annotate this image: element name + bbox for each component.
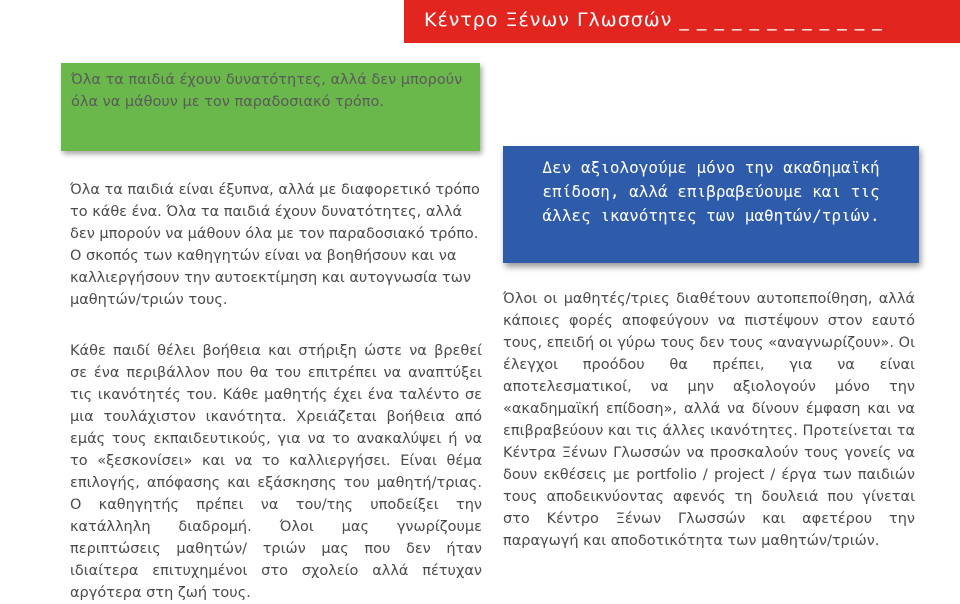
paragraph-intro: Όλα τα παιδιά είναι έξυπνα, αλλά με διαφορετικό τρόπο το κάθε ένα. Όλα τα παιδιά έχουν δυνατότητες, αλλά δεν μπορούν να μάθουν όλα με τον παραδοσιακό τρόπο. Ο σκοπός των καθηγητών είναι να βοηθήσουν και να καλλιεργήσουν την αυτοεκτίμηση και αυτογνωσία των μαθητών/τριών τους. <box>70 182 480 308</box>
blue-callout: Δεν αξιολογούμε μόνο την ακαδημαϊκή επίδοση, αλλά επιβραβεύουμε και τις άλλες ικανότητες των μαθητών/τριών. <box>503 146 919 263</box>
paragraph-assessment: Όλοι οι μαθητές/τριες διαθέτουν αυτοπεποίθηση, αλλά κάποιες φορές αποφεύγουν να πιστέψουν στον εαυτό τους, επειδή οι γύρω τους δεν τους «αναγνωρίζουν». Οι έλεγχοι προόδου θα πρέπει, για να είναι αποτελεσματικοί, να μην αξιολογούν μόνο την «ακαδημαϊκή επίδοση», αλλά να δίνουν έμφαση και να επιβραβεύουν και τις άλλες ικανότητες. Προτείνεται τα Κέντρα Ξένων Γλωσσών να προσκαλούν τους γονείς να δουν εκθέσεις με portfolio / project / έργα των παιδιών τους αποδεικνύοντας αφενός τη δουλειά που γίνεται στο Κέντρο Ξένων Γλωσσών και αφετέρου την παραγωγή και αποδοτικότητα των μαθητών/τριών. <box>503 291 915 549</box>
header-title: Κέντρο Ξένων Γλωσσών _ _ _ _ _ _ _ _ _ _ _ _ <box>424 9 883 31</box>
paragraph-support: Κάθε παιδί θέλει βοήθεια και στήριξη ώστε να βρεθεί σε ένα περιβάλλον που θα του επιτρέπει να αναπτύξει τις ικανότητές του. Κάθε μαθητής έχει ένα ταλέντο σε μια τουλάχιστον ικανότητα. Χρειάζεται βοήθεια από εμάς τους εκπαιδευτικούς, για να το ανακαλύψει ή να το «ξεσκονίσει» και να το καλλιεργήσει. Είναι θέμα επιλογής, απόφασης και εξάσκησης του μαθητή/τριας. Ο καθηγητής πρέπει να του/της υποδείξει την κατάλληλη διαδρομή. Όλοι μας γνωρίζουμε περιπτώσεις μαθητών/ τριών μας που δεν ήταν ιδιαίτερα επιτυχημένοι στο σχολείο αλλά πέτυχαν αργότερα στη ζωή τους. <box>70 343 482 601</box>
green-callout: Όλα τα παιδιά έχουν δυνατότητες, αλλά δεν μπορούν όλα να μάθουν με τον παραδοσιακό τρόπο. <box>61 63 480 151</box>
